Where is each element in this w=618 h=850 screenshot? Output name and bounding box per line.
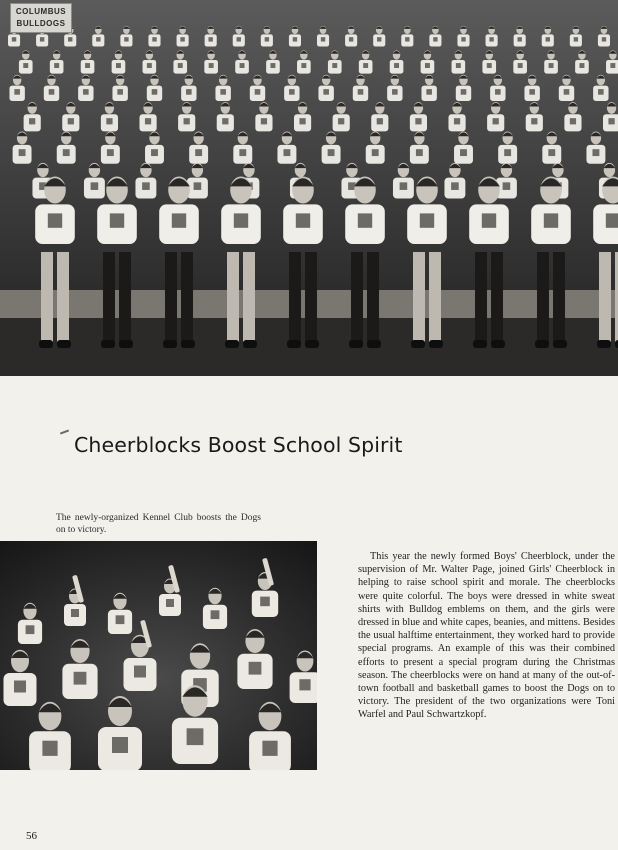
heading-accent-mark	[60, 430, 69, 435]
photo-caption: The newly-organized Kennel Club boosts the Dogs on to victory.	[56, 513, 261, 535]
page-title: Cheerblocks Boost School Spirit	[74, 433, 403, 457]
group-photo-image	[0, 0, 618, 376]
banner-line-2: BULLDOGS	[16, 19, 66, 28]
article-body	[358, 550, 615, 722]
columbus-bulldogs-banner	[10, 3, 72, 33]
banner-line-1: COLUMBUS	[15, 7, 67, 16]
cheerblock-group-photo	[0, 0, 618, 376]
kennel-club-photo	[0, 541, 317, 770]
article-body-text: This year the newly formed Boys' Cheerblock, under the supervision of Mr. Walter Page, joined Girls' Cheerblock in helping to raise school spirit and morale. The cheerblocks were quite colorful. The boys were dressed in white sweat shirts with Bulldog emblems on them, and the girls were dressed in blue and white capes, beanies, and mittens. Besides the usual halftime entertainment, they worked hard to provide special programs. An example of this was their combined efforts to present a special program during the Christmas season. The cheerblocks were on hand at many of the out-of-town football and basketball games to boost the Dogs on to victory. The president of the two organizations were Toni Warfel and Paul Schwartzkopf.	[358, 551, 615, 721]
page-number: 56	[26, 830, 37, 842]
kennel-club-photo-image	[0, 541, 317, 770]
